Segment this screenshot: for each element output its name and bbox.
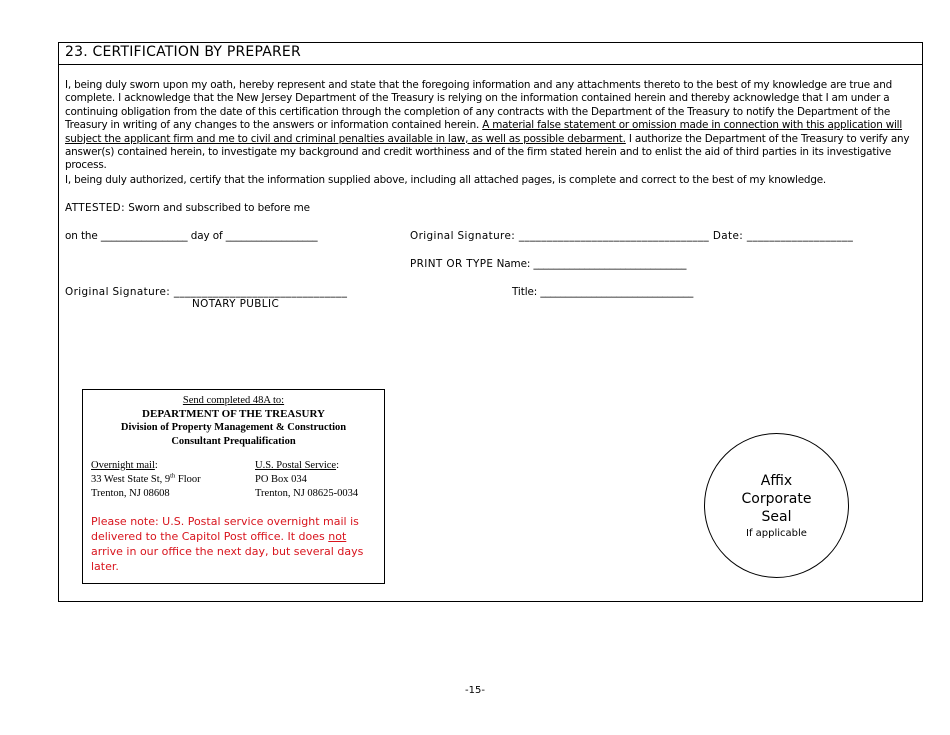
postal-warning-note	[91, 514, 376, 574]
postal-address	[255, 459, 358, 501]
attested-suffix: Sworn and subscribed to before me	[125, 202, 310, 214]
seal-subtext: If applicable	[746, 528, 807, 539]
authorization-paragraph: I, being duly authorized, certify that the information supplied above, including all attached pages, is complete and correct to the best of my knowledge.	[65, 174, 827, 186]
seal-line-corporate: Corporate	[741, 491, 812, 507]
mailing-instructions-box	[82, 389, 385, 584]
page-number: -15-	[465, 685, 485, 696]
attested-prefix: ATTESTED:	[65, 202, 125, 214]
overnight-address	[91, 459, 201, 501]
section-header	[59, 43, 922, 65]
title-field[interactable]: Title: ______________________________	[512, 286, 694, 298]
notary-signature-field[interactable]: Original Signature: _______________________________	[65, 286, 348, 298]
section-title: 23. CERTIFICATION BY PREPARER	[65, 44, 301, 60]
seal-text	[705, 472, 848, 526]
oath-text-authorization: I authorize the Department of the Treasury to verify any answer(s) contained herein, to investigate my background and credit worthiness and of the firm stated herein and to enlist the aid of third parties in its investigative process.	[65, 132, 910, 172]
overnight-heading-line	[91, 459, 201, 473]
postal-city: Trenton, NJ 08625-0034	[255, 488, 359, 499]
note-emphasis: not	[328, 530, 347, 543]
overnight-city: Trenton, NJ 08608	[91, 488, 170, 499]
overnight-street	[91, 473, 201, 487]
department-name: DEPARTMENT OF THE TREASURY	[142, 408, 325, 420]
notary-public-label: NOTARY PUBLIC	[192, 298, 280, 310]
print-name-field[interactable]	[410, 258, 686, 270]
certification-form	[58, 42, 923, 602]
oath-paragraph	[65, 79, 917, 173]
postal-heading: U.S. Postal Service	[255, 460, 337, 471]
division-name: Division of Property Management & Construction	[120, 422, 347, 433]
postal-heading-colon: :	[336, 460, 339, 471]
overnight-street-sup: th	[170, 472, 176, 480]
oath-text-intro: I, being duly sworn upon my oath, hereby represent and state that the foregoing information and any attachments thereto to the best of my knowledge are true and complete. I acknowledge that the New Jersey Department of the Treasury is relying on the information contained herein and thereby acknowledge that I am under a continuing obligation from the date of this certification through the completion of any contracts with the Department of the Treasury to notify the Department of the Treasury in writing of any changes to the answers or information contained herein.	[65, 79, 892, 132]
preparer-signature-date-field[interactable]: Original Signature: __________________________________ Date: ___________________	[410, 230, 854, 242]
overnight-street-prefix: 33 West State St, 9	[91, 474, 171, 485]
attested-label	[65, 202, 310, 214]
seal-line-seal: Seal	[761, 509, 792, 525]
corporate-seal-circle	[704, 433, 849, 578]
print-name-suffix: Name: ______________________________	[493, 258, 687, 270]
overnight-street-suffix: Floor	[175, 474, 201, 485]
note-text-after: arrive in our office the next day, but several days later.	[91, 545, 364, 573]
overnight-heading-colon: :	[154, 460, 158, 471]
unit-name: Consultant Prequalification	[171, 436, 296, 447]
postal-box: PO Box 034	[255, 474, 307, 485]
postal-heading-line	[255, 459, 358, 473]
send-to-heading: Send completed 48A to:	[182, 395, 285, 406]
note-text-before: Please note: U.S. Postal service overnight mail is delivered to the Capitol Post office. It does	[91, 515, 359, 543]
overnight-heading: Overnight mail	[91, 460, 155, 471]
print-name-prefix: PRINT OR TYPE	[410, 258, 494, 270]
attest-date-field[interactable]: on the _________________ day of __________________	[65, 230, 318, 242]
seal-line-affix: Affix	[760, 473, 793, 489]
penalty-statement: A material false statement or omission made in connection with this application will subject the applicant firm and me to civil and criminal penalties available in law, as well as possible debarment.	[65, 119, 903, 145]
